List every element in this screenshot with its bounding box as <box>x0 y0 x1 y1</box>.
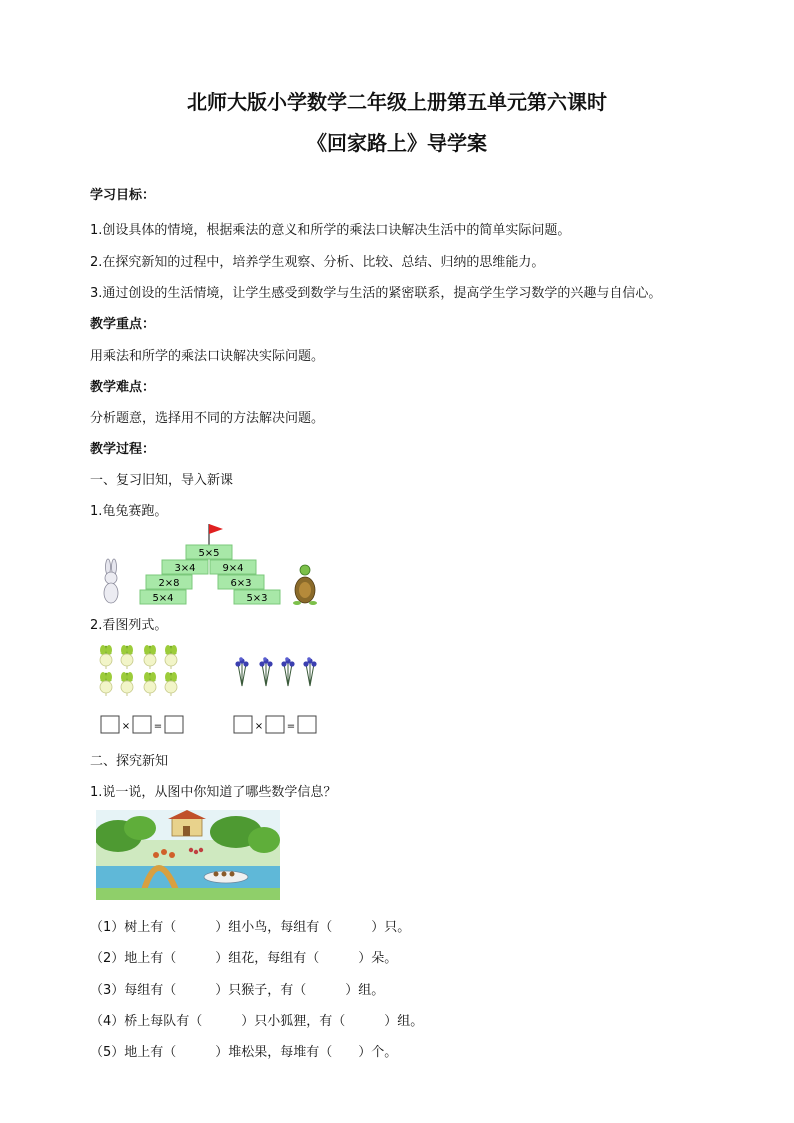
goal-item: 3.通过创设的生活情境，让学生感受到数学与生活的紧密联系，提高学生学习数学的兴趣与自信心。 <box>90 286 662 301</box>
flower-icon <box>235 657 248 686</box>
doc-subtitle: 《回家路上》导学案 <box>307 131 487 155</box>
equals-sign: = <box>153 721 163 732</box>
brick-label: 5×3 <box>246 593 268 604</box>
radish-icon <box>100 672 112 696</box>
answer-box[interactable] <box>133 716 151 733</box>
brick-row-1 <box>186 545 232 559</box>
answer-box[interactable] <box>165 716 183 733</box>
fox-icon <box>153 852 159 858</box>
radish-icon <box>165 645 177 669</box>
radish-icon <box>165 672 177 696</box>
answer-box[interactable] <box>266 716 284 733</box>
flower-icon <box>281 657 294 686</box>
fill-question: （4）桥上每队有（ ）只小狐狸，有（ ）组。 <box>90 1014 424 1029</box>
tree-icon <box>248 827 280 853</box>
flower-icon <box>259 657 272 686</box>
fill-question: （2）地上有（ ）组花，每组有（ ）朵。 <box>90 951 398 966</box>
fox-icon <box>169 852 175 858</box>
fill-question: （3）每组有（ ）只猴子，有（ ）组。 <box>90 983 385 998</box>
brick-label: 6×3 <box>230 578 252 589</box>
flower-icon <box>303 657 316 686</box>
answer-box[interactable] <box>298 716 316 733</box>
equation-right <box>233 714 323 736</box>
pinecone-icon <box>189 848 193 852</box>
part1-question1: 1.龟兔赛跑。 <box>90 504 168 519</box>
pinecone-icon <box>194 850 198 854</box>
monkey-icon <box>214 872 219 877</box>
radish-icon <box>121 645 133 669</box>
turtle-icon <box>293 565 317 605</box>
radish-icon <box>144 672 156 696</box>
goals-heading: 学习目标： <box>90 188 156 203</box>
fill-question: （5）地上有（ ）堆松果，每堆有（ ）个。 <box>90 1045 398 1060</box>
answer-box[interactable] <box>234 716 252 733</box>
tortoise-hare-illustration <box>96 520 326 606</box>
monkey-icon <box>230 872 235 877</box>
times-sign: × <box>254 721 264 732</box>
radish-group-illustration <box>96 642 186 700</box>
fill-question: （1）树上有（ ）组小鸟，每组有（ ）只。 <box>90 920 411 935</box>
part1-title: 一、复习旧知，导入新课 <box>90 473 234 488</box>
radish-icon <box>121 672 133 696</box>
brick-label: 9×4 <box>222 563 244 574</box>
difficulty-heading: 教学难点： <box>90 380 156 395</box>
tree-icon <box>124 816 156 840</box>
riverbank <box>96 888 280 900</box>
brick-label: 5×5 <box>198 548 220 559</box>
brick-row-3 <box>146 575 264 589</box>
brick-row-4 <box>140 590 280 604</box>
fox-icon <box>161 849 167 855</box>
part1-question2: 2.看图列式。 <box>90 618 168 633</box>
goal-item: 2.在探究新知的过程中，培养学生观察、分析、比较、总结、归纳的思维能力。 <box>90 255 545 270</box>
river <box>96 866 280 888</box>
difficulty-text: 分析题意，选择用不同的方法解决问题。 <box>90 411 325 426</box>
way-home-scene-illustration <box>96 810 280 900</box>
equation-left <box>100 714 190 736</box>
brick-label: 3×4 <box>174 563 196 574</box>
flag-icon <box>209 524 223 534</box>
brick-row-2 <box>162 560 256 574</box>
radish-icon <box>144 645 156 669</box>
part2-title: 二、探究新知 <box>90 754 169 769</box>
door <box>183 826 190 836</box>
times-sign: × <box>121 721 131 732</box>
equals-sign: = <box>286 721 296 732</box>
brick-label: 2×8 <box>158 578 180 589</box>
monkey-icon <box>222 872 227 877</box>
key-point-heading: 教学重点： <box>90 317 156 332</box>
pinecone-icon <box>199 848 203 852</box>
rabbit-icon <box>104 559 118 603</box>
brick-label: 5×4 <box>152 593 174 604</box>
key-point-text: 用乘法和所学的乘法口诀解决实际问题。 <box>90 349 325 364</box>
process-heading: 教学过程： <box>90 442 156 457</box>
doc-title: 北师大版小学数学二年级上册第五单元第六课时 <box>187 90 607 114</box>
flower-group-illustration <box>232 656 322 690</box>
part2-question1: 1.说一说，从图中你知道了哪些数学信息？ <box>90 785 337 800</box>
radish-icon <box>100 645 112 669</box>
answer-box[interactable] <box>101 716 119 733</box>
goal-item: 1.创设具体的情境，根据乘法的意义和所学的乘法口诀解决生活中的简单实际问题。 <box>90 223 571 238</box>
